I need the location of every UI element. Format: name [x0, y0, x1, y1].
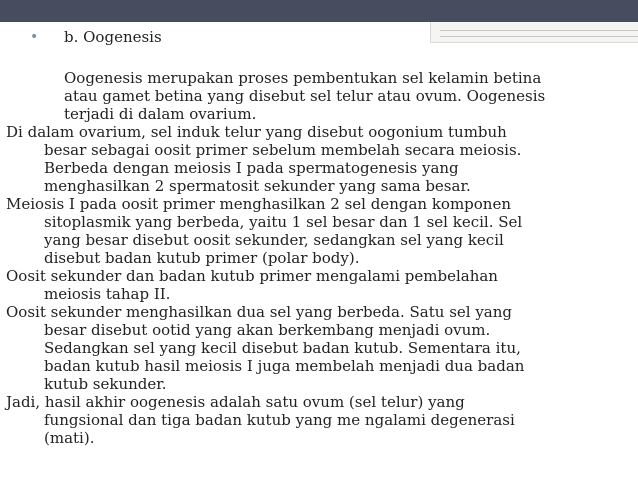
paragraph-line: Jadi, hasil akhir oogenesis adalah satu ovum (sel telur) yang: [6, 393, 465, 411]
paragraph-line: Meiosis I pada oosit primer menghasilkan 2 sel dengan komponen: [6, 195, 511, 213]
paragraph-4: [6, 303, 622, 393]
paragraph-1: [6, 123, 622, 195]
paragraph-line: yang besar disebut oosit sekunder, sedangkan sel yang kecil: [44, 231, 504, 249]
bullet-dot-icon: •: [30, 29, 39, 45]
intro-line: terjadi di dalam ovarium.: [64, 105, 257, 123]
paragraph-line: Sedangkan sel yang kecil disebut badan kutub. Sementara itu,: [44, 339, 521, 357]
paragraph-line: (mati).: [44, 429, 95, 447]
paragraph-line: Di dalam ovarium, sel induk telur yang disebut oogonium tumbuh: [6, 123, 507, 141]
paragraph-line: badan kutub hasil meiosis I juga membelah menjadi dua badan: [44, 357, 525, 375]
intro-paragraph: [20, 69, 622, 123]
paragraph-3: [6, 267, 622, 303]
paragraph-line: Oosit sekunder menghasilkan dua sel yang berbeda. Satu sel yang: [6, 303, 513, 321]
bullet-heading: [20, 28, 622, 48]
paragraph-5: [6, 393, 622, 447]
paragraph-line: besar disebut ootid yang akan berkembang menjadi ovum.: [44, 321, 491, 339]
heading-text: b. Oogenesis: [64, 28, 162, 46]
paragraph-line: sitoplasmik yang berbeda, yaitu 1 sel besar dan 1 sel kecil. Sel: [44, 213, 523, 231]
paragraph-line: disebut badan kutub primer (polar body).: [44, 249, 360, 267]
paragraph-line: fungsional dan tiga badan kutub yang me ngalami degenerasi: [44, 411, 515, 429]
top-bar: [0, 0, 638, 22]
paragraph-line: Berbeda dengan meiosis I pada spermatogenesis yang: [44, 159, 459, 177]
paragraph-line: kutub sekunder.: [44, 375, 167, 393]
paragraph-line: Oosit sekunder dan badan kutub primer mengalami pembelahan: [6, 267, 498, 285]
paragraph-line: meiosis tahap II.: [44, 285, 171, 303]
paragraph-line: besar sebagai oosit primer sebelum membelah secara meiosis.: [44, 141, 522, 159]
intro-line: atau gamet betina yang disebut sel telur atau ovum. Oogenesis: [64, 87, 546, 105]
intro-line: Oogenesis merupakan proses pembentukan sel kelamin betina: [64, 69, 542, 87]
slide-body: [6, 28, 622, 447]
paragraph-2: [6, 195, 622, 267]
paragraph-line: menghasilkan 2 spermatosit sekunder yang sama besar.: [44, 177, 471, 195]
